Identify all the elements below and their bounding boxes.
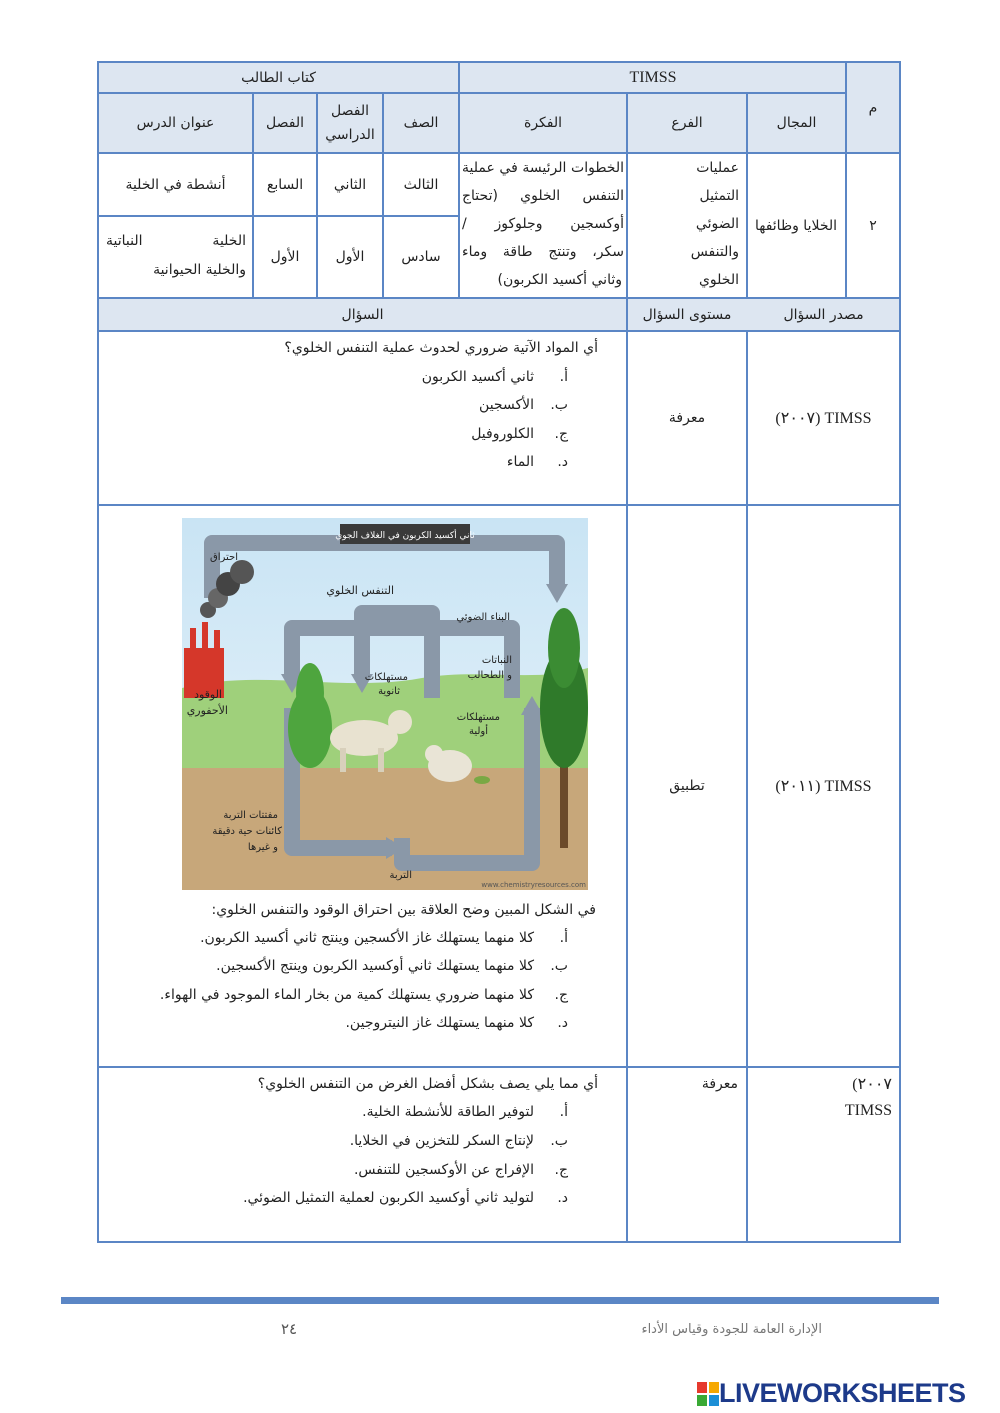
- label-photosynthesis: البناء الضوئي: [456, 612, 510, 623]
- label-plants-1: النباتات: [481, 655, 512, 666]
- option-item[interactable]: [200, 930, 568, 946]
- source-line: (٢٠٠٧: [852, 1076, 892, 1093]
- branch-line: عمليات: [696, 160, 739, 176]
- header-chapter: الفصل: [266, 115, 304, 131]
- option-letter: د.: [557, 1015, 568, 1031]
- idea-line: أوكسجين وجلوكوز /: [462, 216, 624, 232]
- option-text: الأكسجين: [479, 397, 534, 413]
- label-plants-2: و الطحالب: [467, 670, 512, 681]
- grade-value: سادس: [401, 249, 441, 265]
- label-decomposers-3: و غيرها: [247, 842, 278, 853]
- diagram-top-label: ثاني أكسيد الكربون في الغلاف الجوي: [335, 531, 475, 541]
- label-decomposers-1: مفتتات التربة: [223, 810, 278, 821]
- header-lesson: عنوان الدرس: [136, 115, 215, 131]
- option-letter: أ.: [559, 1104, 568, 1120]
- diagram-watermark: www.chemistryresources.com: [481, 881, 586, 889]
- option-item[interactable]: [350, 1133, 568, 1149]
- logo-mark-icon: [697, 1382, 719, 1406]
- option-item[interactable]: [160, 987, 568, 1003]
- row-number: ٢: [869, 217, 877, 234]
- header-student-book: كتاب الطالب: [241, 69, 316, 86]
- option-text: ثاني أكسيد الكربون: [421, 369, 534, 385]
- question-stem: أي المواد الآتية ضروري لحدوث عملية التنفس الخلوي؟: [284, 340, 598, 356]
- option-letter: أ.: [559, 930, 568, 946]
- header-m: م: [868, 99, 878, 116]
- option-text: الكلوروفيل: [471, 426, 534, 442]
- label-fossil-fuel-2: الأحفوري: [186, 704, 228, 717]
- header-source: مصدر السؤال: [783, 306, 864, 323]
- option-item[interactable]: [345, 1015, 568, 1031]
- option-item[interactable]: [362, 1104, 568, 1120]
- header-branch: الفرع: [671, 115, 703, 131]
- header-idea: الفكرة: [523, 115, 563, 131]
- label-combustion: احتراق: [209, 552, 238, 563]
- question-stem: أي مما يلي يصف بشكل أفضل الغرض من التنفس الخلوي؟: [257, 1076, 598, 1092]
- option-text: الإفراج عن الأوكسجين للتنفس.: [353, 1162, 534, 1178]
- option-text: لإنتاج السكر للتخزين في الخلايا.: [349, 1133, 534, 1149]
- header-grade: الصف: [403, 115, 439, 131]
- option-text: الماء: [506, 454, 534, 470]
- question-level: تطبيق: [669, 778, 705, 794]
- idea-line: التنفس الخلوي (تحتاج: [462, 188, 624, 204]
- option-letter: أ.: [559, 369, 568, 385]
- header-semester: الفصل الدراسي: [325, 103, 375, 143]
- option-item[interactable]: [479, 397, 568, 413]
- label-respiration: التنفس الخلوي: [326, 584, 394, 597]
- liveworksheets-logo: [697, 1380, 997, 1408]
- option-letter: ج.: [554, 426, 568, 442]
- header-timss: TIMSS: [629, 68, 677, 86]
- option-text: لتوفير الطاقة للأنشطة الخلية.: [362, 1104, 534, 1120]
- semester-value: الثاني: [333, 176, 367, 193]
- label-primary-1: مستهلكات: [456, 712, 500, 723]
- idea-value: [460, 154, 626, 297]
- question-source: [760, 1072, 892, 1124]
- chapter-value: الأول: [270, 249, 300, 265]
- organization-name: الإدارة العامة للجودة وقياس الأداء: [641, 1322, 822, 1337]
- semester-value: الأول: [335, 249, 365, 265]
- option-item[interactable]: [422, 369, 568, 385]
- chapter-value: السابع: [266, 176, 304, 193]
- header-question: السؤال: [341, 306, 384, 323]
- option-text: كلا منهما يستهلك غاز النيتروجين.: [345, 1015, 534, 1031]
- header-domain: المجال: [776, 115, 817, 131]
- option-letter: د.: [557, 454, 568, 470]
- label-decomposers-2: كائنات حية دقيقة: [212, 826, 282, 837]
- option-letter: ب.: [550, 1133, 568, 1149]
- option-item[interactable]: [354, 1162, 568, 1178]
- option-letter: ب.: [550, 958, 568, 974]
- question-source: TIMSS (٢٠١١): [775, 778, 872, 795]
- idea-line: وثاني أكسيد الكربون): [497, 272, 622, 288]
- source-line: TIMSS: [844, 1102, 892, 1119]
- option-item[interactable]: [216, 958, 568, 974]
- branch-line: الخلوي: [698, 272, 739, 288]
- branch-line: التمثيل: [699, 188, 739, 204]
- option-letter: ب.: [550, 397, 568, 413]
- page-number: ٢٤: [281, 1320, 298, 1338]
- domain-value: الخلايا وظائفها: [754, 217, 838, 234]
- lesson-value: أنشطة في الخلية: [125, 176, 226, 193]
- carbon-cycle-diagram: [182, 518, 588, 890]
- branch-line: الضوئي: [695, 216, 739, 232]
- question-source: TIMSS (٢٠٠٧): [775, 410, 872, 427]
- question-level: معرفة: [668, 410, 706, 426]
- lesson-line: والخلية الحيوانية: [153, 262, 246, 278]
- branch-value: [628, 154, 746, 297]
- label-primary-2: أولية: [468, 726, 488, 737]
- option-text: كلا منهما يستهلك ثاني أوكسيد الكربون وينتج الأكسجين.: [216, 958, 534, 974]
- header-level: مستوى السؤال: [642, 306, 732, 323]
- option-item[interactable]: [471, 426, 568, 442]
- option-letter: د.: [557, 1190, 568, 1206]
- option-text: كلا منهما يستهلك غاز الأكسجين وينتج ثاني أكسيد الكربون.: [200, 930, 534, 946]
- footer-bar: [61, 1297, 939, 1304]
- question-stem: في الشكل المبين وضح العلاقة بين احتراق الوقود والتنفس الخلوي:: [211, 902, 596, 918]
- label-secondary-2: ثانوية: [378, 686, 400, 697]
- idea-line: الخطوات الرئيسة في عملية: [462, 160, 624, 176]
- lesson-line: الخلية النباتية: [106, 233, 246, 249]
- option-letter: ج.: [554, 1162, 568, 1178]
- option-letter: ج.: [554, 987, 568, 1003]
- option-text: لتوليد ثاني أوكسيد الكربون لعملية التمثيل الضوئي.: [243, 1190, 534, 1206]
- option-item[interactable]: [507, 454, 568, 470]
- label-fossil-fuel-1: الوقود: [194, 688, 222, 701]
- option-item[interactable]: [243, 1190, 568, 1206]
- label-soil: التربة: [389, 870, 412, 881]
- grade-value: الثالث: [403, 176, 439, 193]
- branch-line: والتنفس: [690, 244, 739, 260]
- label-secondary-1: مستهلكات: [364, 672, 408, 683]
- idea-line: سكر، وتنتج طاقة وماء: [462, 244, 624, 260]
- option-text: كلا منهما ضروري يستهلك كمية من بخار الماء الموجود في الهواء.: [159, 987, 534, 1003]
- question-level: معرفة: [701, 1076, 738, 1092]
- brand-name: LIVEWORKSHEETS: [719, 1378, 966, 1408]
